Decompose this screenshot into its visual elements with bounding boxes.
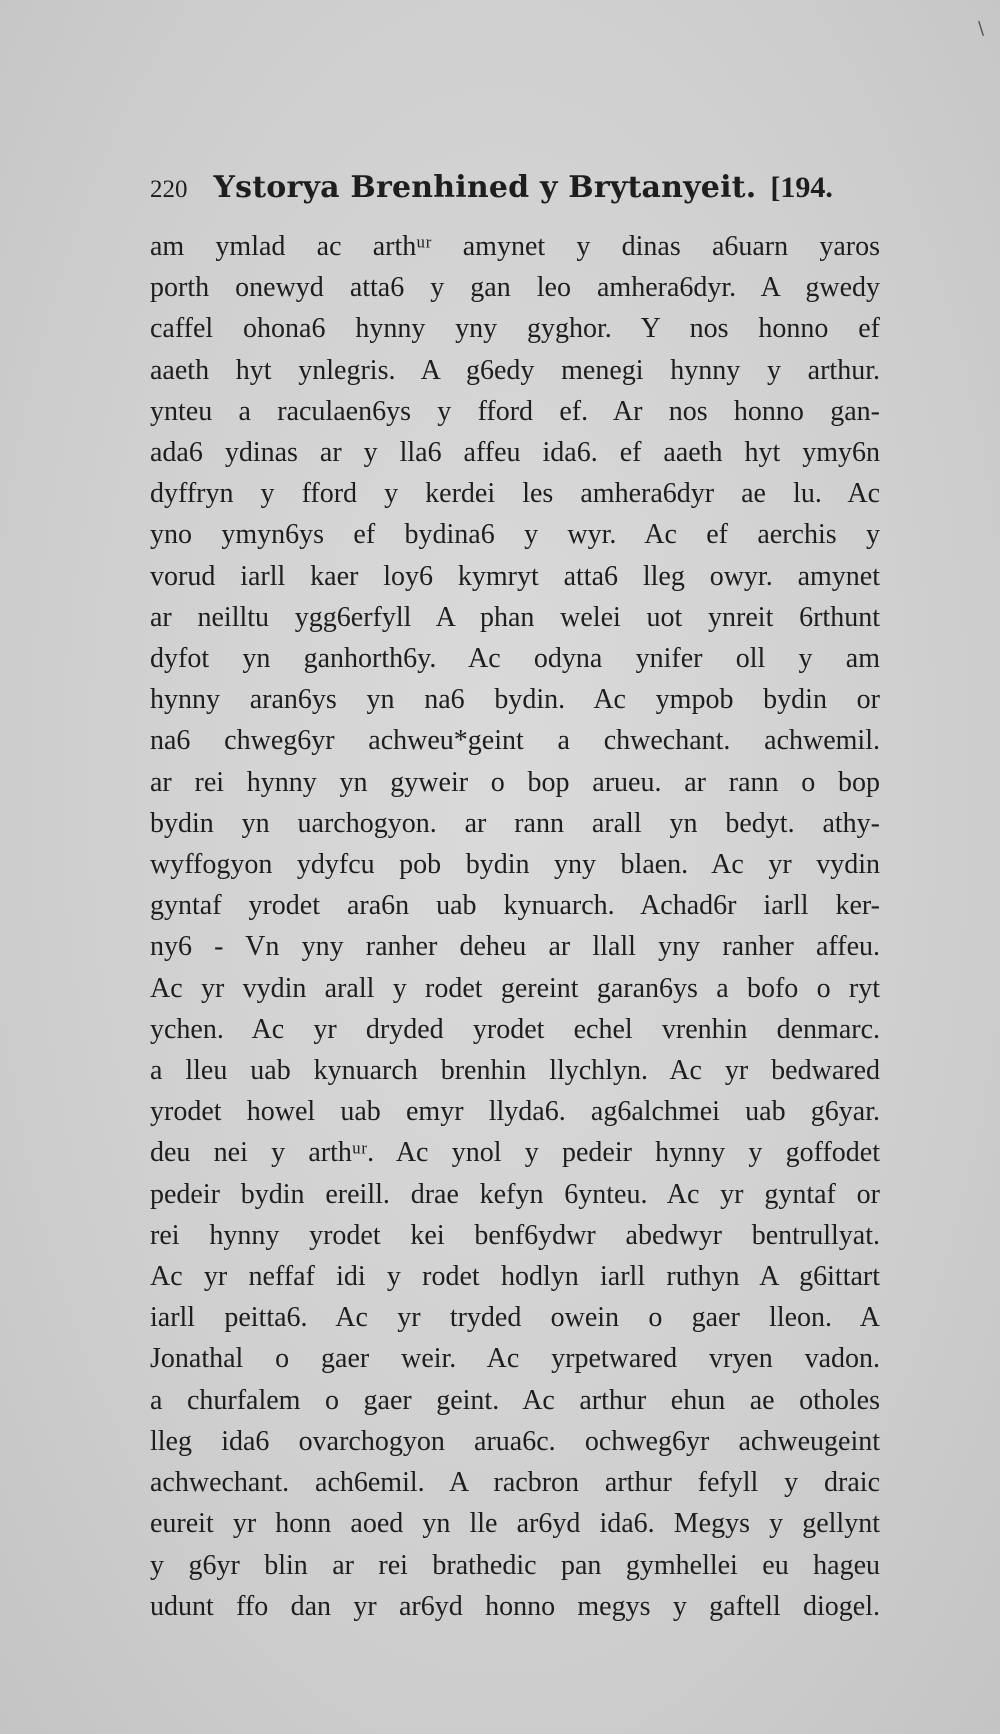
text-line: porth onewyd atta6 y gan leo amhera6dyr. A gwedy [150, 272, 880, 304]
text-line: deu nei y arthᵘʳ. Ac ynol y pedeir hynny y goffodet [150, 1137, 880, 1169]
text-line: rei hynny yrodet kei benf6ydwr abedwyr bentrullyat. [150, 1219, 880, 1251]
text-line: ny6 - Vn yny ranher deheu ar llall yny ranher affeu. [150, 931, 880, 963]
text-line: dyfot yn ganhorth6y. Ac odyna ynifer oll y am [150, 643, 880, 675]
text-line: yno ymyn6ys ef bydina6 y wyr. Ac ef aerchis y [150, 519, 880, 551]
text-line: ar neilltu ygg6erfyll A phan welei uot ynreit 6rthunt [150, 601, 880, 633]
text-line: dyffryn y fford y kerdei les amhera6dyr ae lu. Ac [150, 478, 880, 510]
text-line: pedeir bydin ereill. drae kefyn 6ynteu. Ac yr gyntaf or [150, 1178, 880, 1210]
page-number: 220 [150, 176, 188, 203]
text-line: ynteu a raculaen6ys y fford ef. Ar nos honno gan- [150, 395, 880, 427]
text-line: hynny aran6ys yn na6 bydin. Ac ympob bydin or [150, 684, 880, 716]
text-line: eureit yr honn aoed yn lle ar6yd ida6. Megys y gellynt [150, 1508, 880, 1540]
text-line: a churfalem o gaer geint. Ac arthur ehun ae otholes [150, 1384, 880, 1416]
text-line: achwechant. ach6emil. A racbron arthur fefyll y draic [150, 1467, 880, 1499]
text-line: vorud iarll kaer loy6 kymryt atta6 lleg owyr. amynet [150, 560, 880, 592]
text-line: na6 chweg6yr achweu*geint a chwechant. achwemil. [150, 725, 880, 757]
text-line: caffel ohona6 hynny yny gyghor. Y nos honno ef [150, 313, 880, 345]
text-line: y g6yr blin ar rei brathedic pan gymhellei eu hageu [150, 1549, 880, 1581]
text-line: a lleu uab kynuarch brenhin llychlyn. Ac yr bedwared [150, 1055, 880, 1087]
text-line: am ymlad ac arthᵘʳ amynet y dinas a6uarn yaros [150, 231, 880, 262]
section-reference: [194. [770, 171, 833, 204]
text-line: lleg ida6 ovarchogyon arua6c. ochweg6yr achweugeint [150, 1425, 880, 1457]
text-line: Ac yr vydin arall y rodet gereint garan6ys a bofo o ryt [150, 972, 880, 1004]
text-line: yrodet howel uab emyr llyda6. ag6alchmei uab g6yar. [150, 1096, 880, 1128]
page-corner-mark: \ [978, 18, 985, 39]
text-line: aaeth hyt ynlegris. A g6edy menegi hynny y arthur. [150, 354, 880, 386]
text-line: iarll peitta6. Ac yr tryded owein o gaer lleon. A [150, 1302, 880, 1334]
text-line: ychen. Ac yr dryded yrodet echel vrenhin denmarc. [150, 1013, 880, 1045]
text-line: gyntaf yrodet ara6n uab kynuarch. Achad6r iarll ker- [150, 890, 880, 922]
page-body-text [150, 226, 880, 1627]
text-line: bydin yn uarchogyon. ar rann arall yn bedyt. athy- [150, 807, 880, 839]
text-line: Ac yr neffaf idi y rodet hodlyn iarll ruthyn A g6ittart [150, 1261, 880, 1293]
text-line: udunt ffo dan yr ar6yd honno megys y gaftell diogel. [150, 1590, 880, 1622]
running-head [150, 170, 880, 220]
running-title: Ystorya Brenhined y Brytanyeit. [213, 170, 757, 205]
book-page [150, 170, 880, 1627]
text-line: Jonathal o gaer weir. Ac yrpetwared vryen vadon. [150, 1343, 880, 1375]
text-line: ada6 ydinas ar y lla6 affeu ida6. ef aaeth hyt ymy6n [150, 437, 880, 469]
text-line: wyffogyon ydyfcu pob bydin yny blaen. Ac yr vydin [150, 849, 880, 881]
text-line: ar rei hynny yn gyweir o bop arueu. ar rann o bop [150, 766, 880, 798]
